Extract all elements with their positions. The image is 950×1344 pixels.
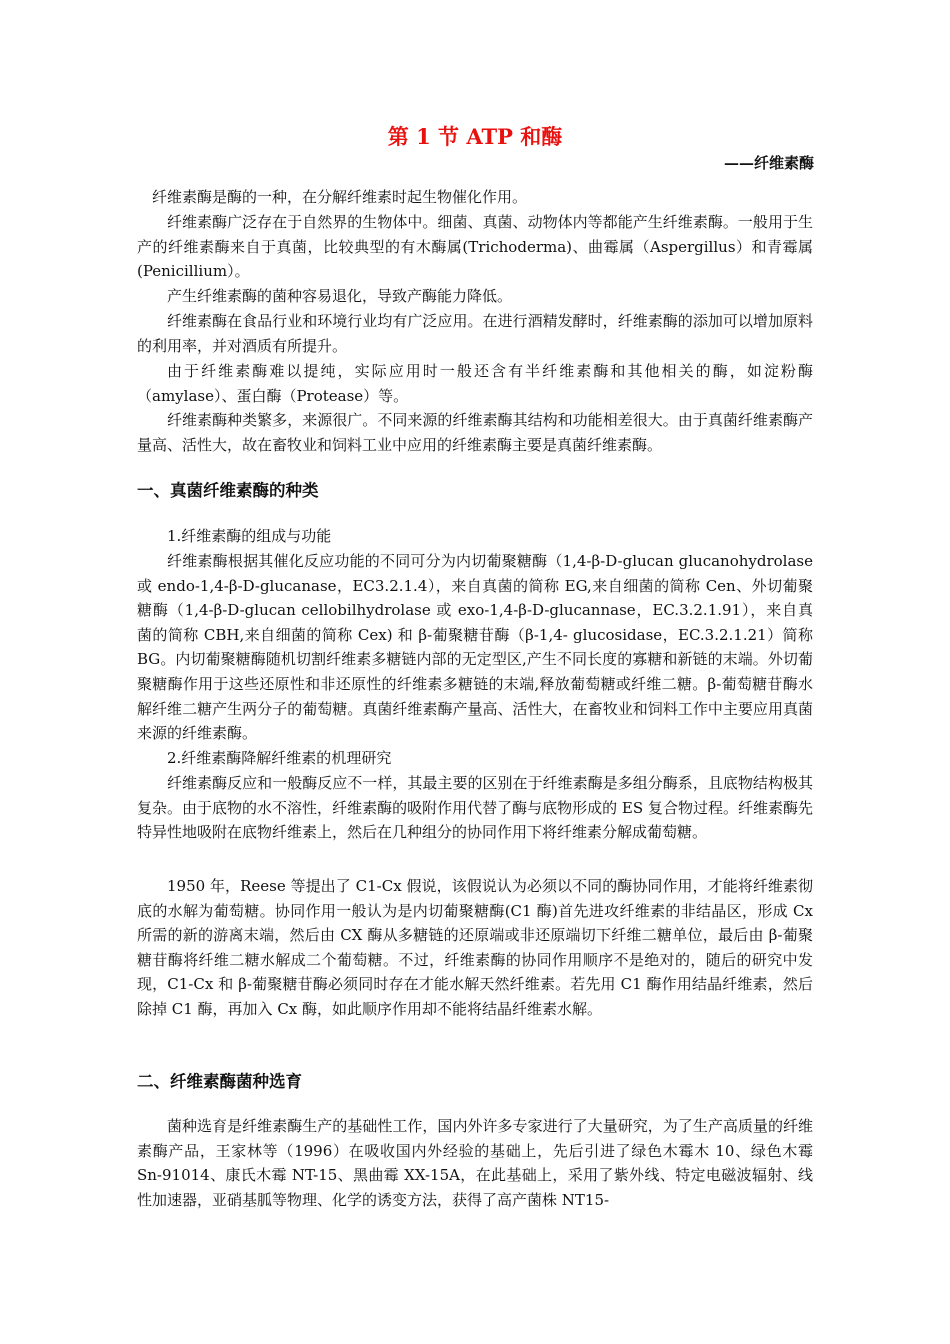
section-1-subheading-1: 1.纤维素酶的组成与功能	[167, 527, 332, 545]
page-title: 第 1 节 ATP 和酶	[387, 124, 563, 149]
section-1-paragraph-2: 纤维素酶反应和一般酶反应不一样，其最主要的区别在于纤维素酶是多组分酶系，且底物结构极其复杂。由于底物的水不溶性，纤维素酶的吸附作用代替了酶与底物形成的 ES 复合物过程。纤维素酶先特异性地吸附在底物纤维素上，然后在几种组分的协同作用下将纤维素分解成葡萄糖。	[137, 774, 813, 842]
intro-paragraph-2: 纤维素酶广泛存在于自然界的生物体中。细菌、真菌、动物体内等都能产生纤维素酶。一般用于生产的纤维素酶来自于真菌，比较典型的有木酶属(Trichoderma)、曲霉属（Aspergillus）和青霉属(Penicillium）。	[137, 213, 813, 281]
intro-paragraph-1: 纤维素酶是酶的一种，在分解纤维素时起生物催化作用。	[152, 188, 528, 206]
section-2-heading: 二、纤维素酶菌种选育	[137, 1072, 302, 1091]
section-1-heading: 一、真菌纤维素酶的种类	[137, 481, 319, 500]
intro-paragraph-4: 纤维素酶在食品行业和环境行业均有广泛应用。在进行酒精发酵时，纤维素酶的添加可以增加原料的利用率，并对酒质有所提升。	[137, 312, 813, 355]
intro-paragraph-5: 由于纤维素酶难以提纯，实际应用时一般还含有半纤维素酶和其他相关的酶，如淀粉酶（amylase）、蛋白酶（Protease）等。	[137, 362, 813, 405]
section-1-paragraph-3: 1950 年，Reese 等提出了 C1-Cx 假说，该假说认为必须以不同的酶协同作用，才能将纤维素彻底的水解为葡萄糖。协同作用一般认为是内切葡聚糖酶(C1 酶)首先进攻纤维素的非结晶区，形成 Cx 所需的新的游离末端，然后由 CX 酶从多糖链的还原端或非还原端切下纤维二糖单位，最后由 β-葡聚糖苷酶将纤维二糖水解成二个葡萄糖。不过，纤维素酶的协同作用顺序不是绝对的，随后的研究中发现，C1-Cx 和 β-葡聚糖苷酶必须同时存在才能水解天然纤维素。若先用 C1 酶作用结晶纤维素，然后除掉 C1 酶，再加入 Cx 酶，如此顺序作用却不能将结晶纤维素水解。	[137, 877, 813, 1018]
section-1-paragraph-1: 纤维素酶根据其催化反应功能的不同可分为内切葡聚糖酶（1,4-β-D-glucan glucanohydrolase 或 endo-1,4-β-D-glucanase，EC3.2.1.4），来自真菌的简称 EG,来自细菌的简称 Cen、外切葡聚糖酶（1,4-β-D-glucan cellobilhydrolase 或 exo-1,4-β-D-glucannase，EC.3.2.1.91），来自真菌的简称 CBH,来自细菌的简称 Cex) 和 β-葡聚糖苷酶（β-1,4- glucosidase，EC.3.2.1.21）简称 BG。内切葡聚糖酶随机切割纤维素多糖链内部的无定型区,产生不同长度的寡糖和新链的末端。外切葡聚糖酶作用于这些还原性和非还原性的纤维素多糖链的末端,释放葡萄糖或纤维二糖。β-葡萄糖苷酶水解纤维二糖产生两分子的葡萄糖。真菌纤维素酶产量高、活性大，在畜牧业和饲料工作中主要应用真菌来源的纤维素酶。	[137, 552, 813, 743]
intro-paragraph-3: 产生纤维素酶的菌种容易退化，导致产酶能力降低。	[167, 287, 513, 305]
intro-paragraph-6: 纤维素酶种类繁多，来源很广。不同来源的纤维素酶其结构和功能相差很大。由于真菌纤维素酶产量高、活性大，故在畜牧业和饲料工业中应用的纤维素酶主要是真菌纤维素酶。	[137, 411, 813, 454]
section-1-subheading-2: 2.纤维素酶降解纤维素的机理研究	[167, 749, 392, 767]
section-2-paragraph-1: 菌种选育是纤维素酶生产的基础性工作，国内外许多专家进行了大量研究，为了生产高质量的纤维素酶产品，王家林等（1996）在吸收国内外经验的基础上，先后引进了绿色木霉木 10、绿色木霉 Sn-91014、康氏木霉 NT-15、黑曲霉 XX-15A，在此基础上，采用了紫外线、特定电磁波辐射、线性加速器，亚硝基胍等物理、化学的诱变方法，获得了高产菌株 NT15-	[137, 1117, 813, 1209]
page-subtitle: ——纤维素酶	[723, 154, 814, 172]
